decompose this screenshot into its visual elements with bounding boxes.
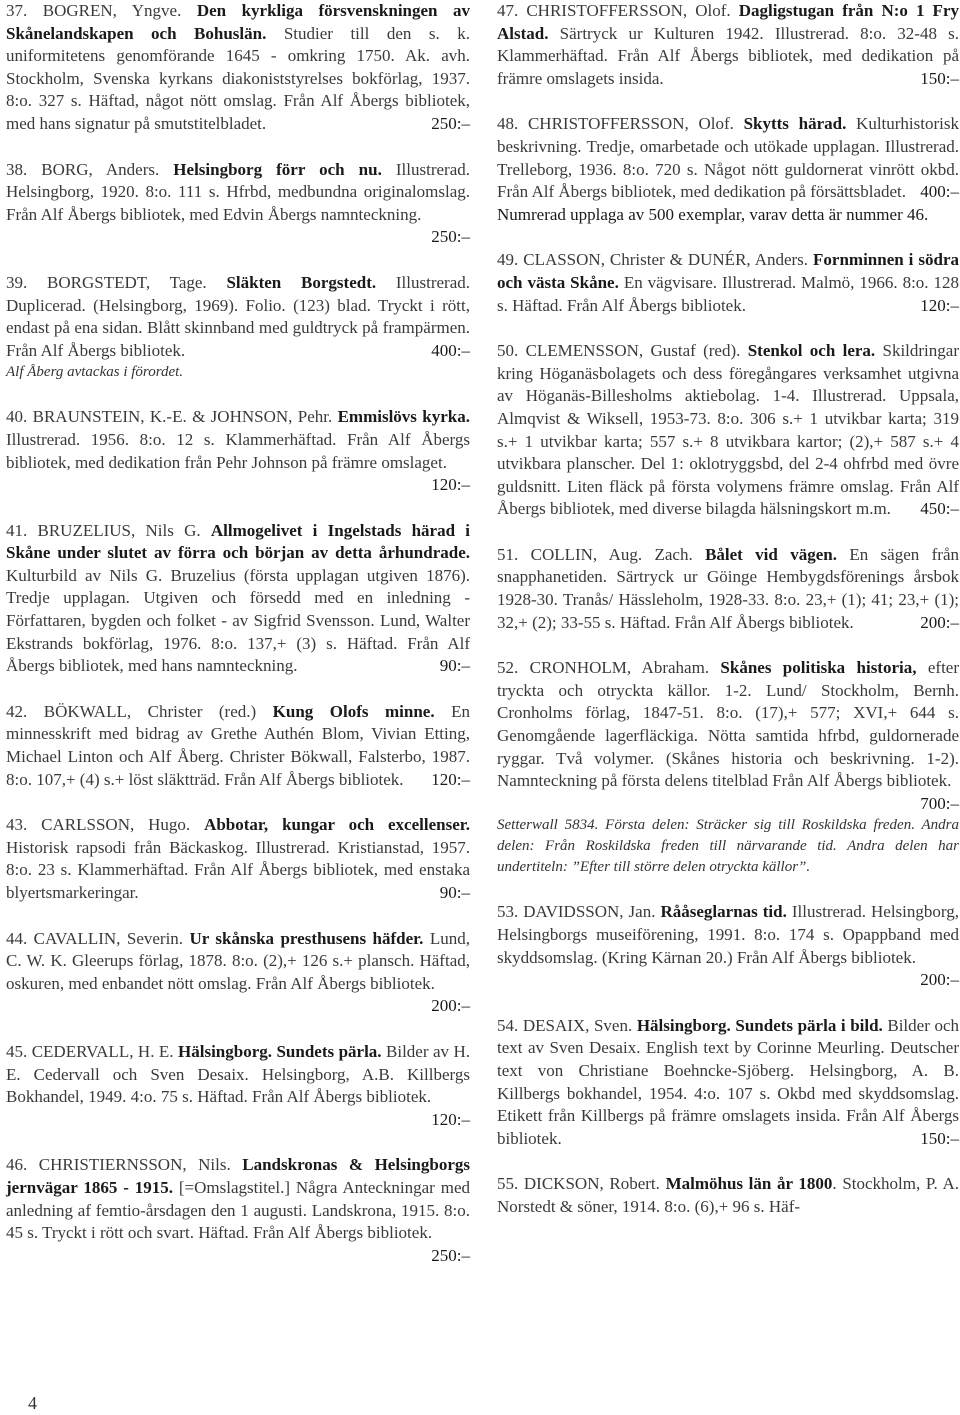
entry-price: 150:–: [920, 68, 959, 88]
entry-details: Illustrerad. Duplicerad. (Helsingborg, 1969). Folio. (123) blad. Tryckt i rött, endast på ena sidan. Blått skinnband med guldtryck på frampärmen. Från Alf Åbergs bibliotek.: [6, 272, 471, 360]
entry-price: 120:–: [920, 295, 959, 315]
entry-price: 250:–: [431, 113, 470, 133]
entry-details: En minnesskrift med bidrag av Grethe Authén Blom, Vivian Etting, Michael Linton och Alf Åberg. Christer Bökwall, Falsterbo, 1987. 8:o. 107,+ (4) s.+ löst släktträd. Från Alf Åbergs bibliotek.: [6, 701, 470, 789]
entry-details: Lund, C. W. K. Gleerups förlag, 1878. 8:o. (2),+ 126 s.+ plansch. Häftad, oskuren, med enbandet nött omslag. Från Alf Åbergs bibliotek.: [6, 928, 470, 993]
entry-author: 49. CLASSON, Christer & DUNÉR, Anders.: [497, 250, 814, 270]
catalog-entry: [497, 113, 959, 226]
entry-details: En vägvisare. Illustrerad. Malmö, 1966. 8:o. 128 s. Häftad. Från Alf Åbergs bibliotek.: [497, 272, 960, 315]
catalog-entry: [497, 340, 959, 521]
entry-title: Allmogelivet i Ingelstads härad i Skåne under slutet av förra och början av detta århundrade.: [6, 520, 470, 563]
entry-title: Malmöhus län år 1800: [665, 1174, 833, 1194]
catalog-entry: [6, 272, 470, 383]
catalog-entry: [6, 406, 470, 496]
entry-author: 45. CEDERVALL, H. E.: [6, 1041, 179, 1061]
entry-text: [497, 901, 959, 990]
entry-text: [6, 1041, 470, 1129]
entry-price: 200:–: [920, 970, 959, 990]
entry-price: 450:–: [920, 499, 959, 519]
entry-text: [6, 814, 470, 904]
entry-price: 400:–: [431, 340, 470, 360]
entry-price: 120:–: [431, 769, 470, 789]
catalog-entry: [6, 0, 470, 136]
catalog-entry: [497, 1015, 959, 1151]
entry-title: Hälsingborg. Sundets pärla i bild.: [636, 1015, 883, 1035]
entry-text: [497, 657, 959, 813]
entry-price: 90:–: [439, 656, 470, 676]
entry-title: Helsingborg förr och nu.: [173, 159, 382, 179]
catalog-entry: [6, 520, 470, 678]
entry-title: Stenkol och lera.: [747, 341, 876, 361]
entry-title: Kung Olofs minne.: [272, 701, 435, 721]
entry-price: 150:–: [920, 1128, 959, 1148]
entry-price: 700:–: [920, 793, 959, 813]
entry-details: Kulturbild av Nils G. Bruzelius (första upplagan utgiven 1876). Tredje upplagan. Utgiven och försedd med en inledning - Författaren, bygden och folket - av Sigfrid Svensson. Lund, Walter Ekstrands bokförlag, 1976. 8:o. 137,+ (3) s. Häftad. Från Alf Åbergs bibliotek, med hans namnteckning.: [6, 565, 470, 676]
entry-author: 53. DAVIDSSON, Jan.: [497, 902, 661, 922]
entry-author: 48. CHRISTOFFERSSON, Olof.: [497, 114, 744, 134]
page-number: 4: [28, 1393, 37, 1413]
entry-author: 42. BÖKWALL, Christer (red.): [6, 701, 273, 721]
entry-details: Illustrerad. Helsingborg, Helsingborgs museiförening, 1991. 8:o. 174 s. Opappband med skyddsomslag. (Kring Kärnan 20.) Från Alf Åbergs bibliotek.: [497, 902, 959, 967]
entry-note: Setterwall 5834. Första delen: Sträcker sig till Roskildska freden. Andra delen: Från Roskildska freden till närvarande tid. Andra delen har undertiteln: ”Efter till större delen otryckta källor”.: [497, 817, 959, 876]
entry-author: 38. BORG, Anders.: [6, 159, 174, 179]
entry-author: 39. BORGSTEDT, Tage.: [6, 272, 227, 292]
entry-details: En sägen från snapphanetiden. Särtryck ur Göinge Hembygdsförenings årsbok 1928-30. Tranås/ Hässleholm, 1928-33. 8:o. 23,+ (1); 41; 23,+ (1); 32,+ (2); 33-55 s. Häftad. Från Alf Åbergs bibliotek.: [497, 544, 959, 632]
entry-title: Fornminnen i södra och västa Skåne.: [497, 250, 959, 292]
entry-price: 90:–: [439, 883, 470, 902]
entry-price: 120:–: [431, 475, 470, 495]
entry-title: Emmislövs kyrka.: [337, 407, 470, 427]
entry-details: Historisk rapsodi från Bäckaskog. Illustrerad. Kristianstad, 1957. 8:o. 23 s. Klammerhäftad. Från Alf Åbergs bibliotek, med enstaka blyertsmarkeringar.: [6, 837, 470, 902]
entry-text: [497, 544, 959, 634]
entry-text: [497, 113, 959, 203]
catalog-entry: [497, 657, 959, 878]
entry-price: 200:–: [431, 996, 470, 1016]
entry-details: Bilder av H. E. Cedervall och Sven Desaix. Helsingborg, A.B. Killbergs Bokhandel, 1949. 4:o. 75 s. Häftad. Från Alf Åbergs bibliotek.: [6, 1041, 470, 1107]
entry-details: Bilder och text av Sven Desaix. English text by Corinne Meurling. Deutscher text von Christiane Boehncke-Sjöberg. Helsingborg, A. B. Killbergs bokhandel, 1954. 4:o. 107 s. Okbd med skyddsomslag. Etikett från Killbergs på främre omslagets insida. Från Alf Åbergs bibliotek.: [497, 1015, 959, 1148]
entry-price: 250:–: [431, 227, 470, 247]
entry-text: [6, 159, 471, 247]
right-column: [497, 0, 959, 1242]
catalog-entry: [6, 159, 470, 249]
entry-title: Abbotar, kungar och excellenser.: [204, 815, 470, 835]
entry-author: 44. CAVALLIN, Severin.: [6, 928, 190, 948]
entry-author: 46. CHRISTIERNSSON, Nils.: [6, 1155, 243, 1175]
entry-author: 55. DICKSON, Robert.: [497, 1174, 666, 1194]
catalog-entry: [6, 701, 470, 791]
catalog-entry: [6, 928, 470, 1018]
entry-title: Hälsingborg. Sundets pärla.: [178, 1041, 382, 1061]
entry-title: Landskronas & Helsingborgs jernvägar 1865 - 1915.: [6, 1155, 470, 1197]
entry-price: 120:–: [431, 1109, 470, 1129]
catalog-entry: [6, 1041, 470, 1131]
entry-title: Den kyrkliga försvenskningen av Skånelandskapen och Bohuslän.: [6, 1, 470, 43]
entry-details: efter tryckta och otryckta källor. 1-2. Lund/ Stockholm, Bernh. Cronholms förlag, 1847-51. 8:o. (17),+ 577; XVI,+ 644 s. Genomgående lagerfläckiga. Nötta samtida hfrbd, guldornerade ryggar. Två volymer. (Skånes historia och beskrivning. 1-2). Namnteckning på första delens titelblad Från Alf Åbergs bibliotek.: [497, 658, 959, 791]
entry-details: [=Omslagstitel.] Några Anteckningar med anledning af femtio-årsdagen den 1 augusti. Landskrona, 1915. 8:o. 45 s. Tryckt i rött och svart. Häftad. Från Alf Åbergs bibliotek.: [6, 1177, 470, 1243]
catalog-entry: [497, 901, 959, 991]
entry-title: Dagligstugan från N:o 1 Fry Alstad.: [497, 1, 959, 43]
entry-author: 54. DESAIX, Sven.: [497, 1015, 637, 1035]
entry-details: Skildringar kring Höganäsbolagets och dess föregångares verksamhet utgivna av Höganäs-Billesholms aktiebolag. 1-4. Illustrerad. Uppsala, Almqvist & Wiksell, 1953-73. 8:o. 306 s.+ 1 utvikbar karta; 319 s.+ 1 utvikbar karta; 557 s.+ 8 utvikbara kartor; (2),+ 587 s.+ 4 utvikbara planscher. Del 1: oklotryggsbd, del 2-4 ohfrbd med övre guldsnitt. Liten fläck på första volymens främre omslag. Från Alf Åbergs bibliotek, med diverse bilagda hälsningskort m.m.: [497, 341, 959, 519]
entry-additional-text: Numrerad upplaga av 500 exemplar, varav detta är nummer 46.: [497, 204, 929, 224]
catalog-entry: [497, 1173, 959, 1218]
entry-text: [497, 0, 959, 90]
entry-author: 43. CARLSSON, Hugo.: [6, 815, 205, 835]
entry-details: Kulturhistorisk beskrivning. Tredje, omarbetade och utökade upplagan. Illustrerad. Trelleborg, 1936. 8:o. 720 s. Något nött guldornerat vinrött okbd. Från Alf Åbergs bibliotek, med dedikation på försättsbladet.: [497, 114, 959, 202]
entry-text: [497, 340, 959, 521]
entry-title: Släkten Borgstedt.: [226, 272, 377, 292]
entry-author: 51. COLLIN, Aug. Zach.: [497, 544, 706, 564]
entry-price: 200:–: [920, 612, 959, 632]
entry-text: [497, 1173, 959, 1218]
entry-title: Bålet vid vägen.: [705, 544, 837, 564]
entry-text: [6, 272, 470, 362]
entry-author: 47. CHRISTOFFERSSON, Olof.: [497, 1, 739, 20]
entry-title: Ur skånska presthusens häfder.: [189, 928, 424, 948]
entry-author: 52. CRONHOLM, Abraham.: [497, 658, 721, 678]
entry-text: [6, 406, 470, 495]
entry-details: Illustrerad. 1956. 8:o. 12 s. Klammerhäftad. Från Alf Åbergs bibliotek, med dedikation från Pehr Johnson på främre omslaget.: [6, 429, 470, 472]
entry-text: [6, 1154, 470, 1265]
entry-author: 40. BRAUNSTEIN, K.-E. & JOHNSON, Pehr.: [6, 407, 338, 427]
catalog-entry: [497, 0, 959, 90]
catalog-entry: [497, 249, 959, 317]
entry-author: 41. BRUZELIUS, Nils G.: [6, 520, 211, 540]
entry-details: Illustrerad. Helsingborg, 1920. 8:o. 111 s. Hfrbd, medbundna originalomslag. Från Alf Åbergs bibliotek, med Edvin Åbergs namnteckning.: [6, 159, 471, 224]
entry-text: [497, 249, 959, 317]
catalog-entry: [497, 544, 959, 634]
entry-author: 37. BOGREN, Yngve.: [6, 1, 197, 20]
entry-details: Särtryck ur Kulturen 1942. Illustrerad. 8:o. 32-48 s. Klammerhäftad. Från Alf Åbergs bibliotek, med dedikation på främre omslagets insida.: [497, 23, 959, 88]
entry-text: [497, 1015, 959, 1151]
entry-text: [6, 928, 470, 1016]
entry-text: [6, 701, 470, 791]
entry-title: Skånes politiska historia,: [720, 658, 917, 678]
entry-text: [6, 0, 470, 136]
entry-details: . Stockholm, P. A. Norstedt & söner, 1914. 8:o. (6),+ 96 s. Häf-: [497, 1174, 959, 1216]
entry-text: [6, 520, 470, 678]
left-column: [6, 0, 470, 1290]
entry-price: 250:–: [431, 1245, 470, 1265]
entry-details: Studier till den s. k. uniformitetens genomförande 1645 - omkring 1750. Ak. avh. Stockholm, Svenska kyrkans diakoniststyrelses bokförlag, 1937. 8:o. 327 s. Häftad, något nött omslag. Från Alf Åbergs bibliotek, med hans signatur på smutstitelbladet.: [6, 23, 470, 133]
entry-title: Skytts härad.: [743, 114, 847, 134]
entry-title: Rååseglarnas tid.: [660, 902, 787, 922]
entry-author: 50. CLEMENSSON, Gustaf (red).: [497, 341, 748, 361]
entry-price: 400:–: [920, 182, 959, 202]
entry-note: Alf Åberg avtackas i förordet.: [6, 364, 184, 381]
catalog-entry: [6, 1154, 470, 1267]
catalog-entry: [6, 814, 470, 904]
